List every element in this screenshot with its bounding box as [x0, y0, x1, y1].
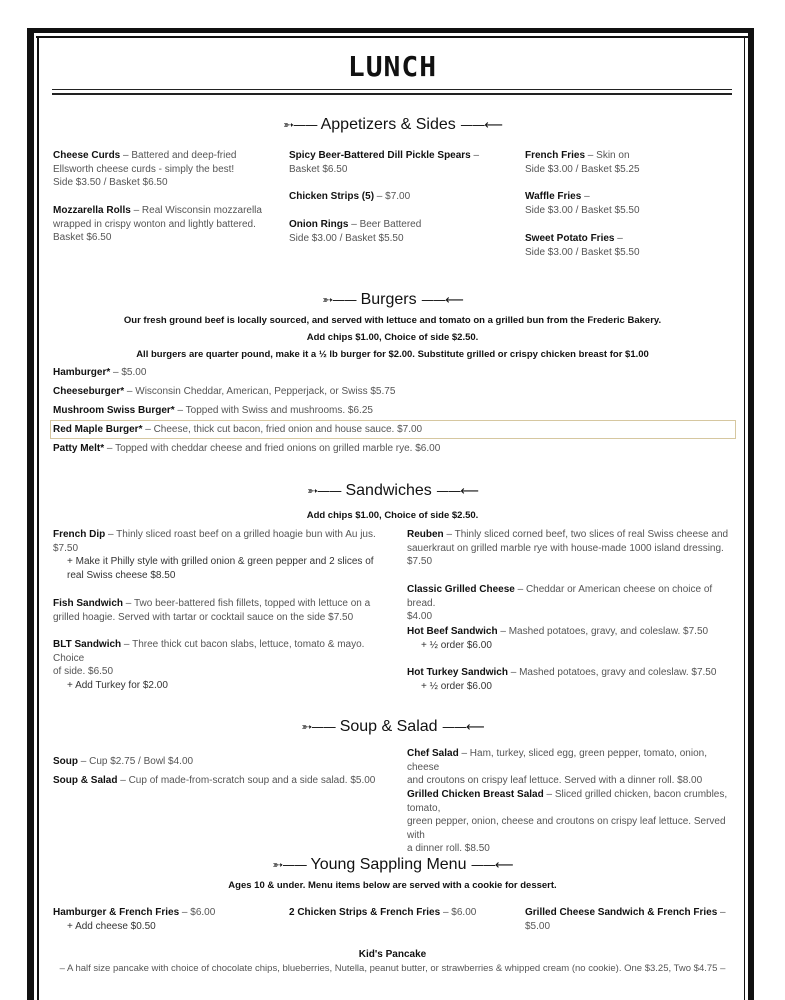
frame-border-right	[748, 30, 754, 1000]
menu-item-reuben	[407, 528, 737, 569]
item-desc-line: grilled hoagie. Served with tartar or cocktail sauce on the side $7.50	[53, 611, 354, 623]
item-name: BLT Sandwich	[53, 639, 122, 650]
item-price: – $6.00	[440, 907, 477, 918]
item-desc: – A half size pancake with choice of chocolate chips, blueberries, Nutella, peanut butter, or strawberries & whipped cream (no cookie). One $3.25, Two $4.75 –	[59, 962, 726, 974]
item-desc: – Ham, turkey, sliced egg, green pepper, tomato, onion, cheese	[407, 748, 707, 773]
menu-item-mozzarella-rolls	[53, 204, 278, 245]
item-addon: + ½ order $6.00	[421, 680, 492, 692]
item-desc-line: sauerkraut on grilled marble rye with house-made 1000 island dressing.	[407, 542, 724, 554]
item-name: Hamburger & French Fries	[53, 907, 180, 918]
frame-border-left	[27, 28, 34, 1000]
arrow-left-icon: ➳——	[322, 293, 357, 308]
title-rule-bottom	[52, 93, 732, 95]
item-name: Reuben	[407, 529, 444, 540]
section-heading-burgers	[0, 291, 785, 309]
menu-item-waffle-fries	[525, 190, 735, 217]
section-heading-soup-salad	[0, 718, 785, 736]
menu-item-pickle-spears	[289, 149, 509, 176]
arrow-left-icon: ➳——	[272, 858, 307, 873]
item-price: Side $3.00 / Basket $5.50	[525, 204, 640, 216]
item-desc: – Cheese, thick cut bacon, fried onion and house sauce. $7.00	[142, 424, 423, 435]
sandwiches-note: Add chips $1.00, Choice of side $2.50.	[306, 510, 479, 521]
burgers-note-3: All burgers are quarter pound, make it a ½ lb burger for $2.00. Substitute grilled or crispy chicken breast for $1.00	[136, 349, 649, 360]
section-title: Sandwiches	[345, 482, 432, 499]
page-title: LUNCH	[347, 50, 438, 83]
item-desc: – Mashed potatoes, gravy and coleslaw. $7.50	[507, 667, 717, 678]
arrow-left-icon: ➳——	[283, 118, 318, 133]
item-desc: – Three thick cut bacon slabs, lettuce, tomato & mayo. Choice	[53, 639, 365, 664]
arrow-right-icon: ——⟵	[470, 858, 513, 873]
item-desc-line: Ellsworth cheese curds - simply the best!	[53, 163, 235, 175]
item-name: Soup	[53, 756, 78, 767]
item-desc: – Sliced grilled chicken, bacon crumbles, tomato,	[407, 789, 728, 814]
section-title: Appetizers & Sides	[320, 116, 456, 133]
item-desc: – Thinly sliced corned beef, two slices of real Swiss cheese and	[443, 529, 729, 540]
item-desc: –	[614, 233, 623, 244]
section-heading-sandwiches	[0, 482, 785, 500]
item-name: Grilled Cheese Sandwich & French Fries	[525, 907, 718, 918]
item-name: Hot Beef Sandwich	[407, 626, 498, 637]
item-price: Side $3.00 / Basket $5.25	[525, 163, 640, 175]
item-price: Basket $6.50	[289, 163, 348, 175]
item-price: – $5.00	[110, 367, 147, 378]
section-title: Young Sappling Menu	[310, 856, 467, 873]
arrow-right-icon: ——⟵	[460, 118, 502, 133]
menu-item-hamburger	[53, 366, 733, 380]
menu-item-red-maple-burger	[53, 423, 733, 437]
item-name: Hamburger*	[53, 367, 111, 378]
item-name: Sweet Potato Fries	[525, 233, 615, 244]
item-price: – Cup $2.75 / Bowl $4.00	[78, 756, 194, 767]
item-desc: – Battered and deep-fried	[120, 150, 237, 161]
item-desc: – Two beer-battered fish fillets, topped with lettuce on a	[123, 598, 371, 609]
item-name: Onion Rings	[289, 219, 349, 230]
menu-item-chicken-strips	[289, 190, 509, 204]
menu-item-grilled-cheese	[407, 583, 737, 624]
menu-item-hot-beef	[407, 625, 737, 652]
item-name: Cheese Curds	[53, 150, 121, 161]
item-name: Cheeseburger*	[53, 386, 125, 397]
item-name: Patty Melt*	[53, 443, 105, 454]
item-name: Red Maple Burger*	[53, 424, 143, 435]
menu-item-fish-sandwich	[53, 597, 383, 624]
arrow-left-icon: ➳——	[301, 720, 336, 735]
menu-item-hot-turkey	[407, 666, 737, 693]
section-heading-young-sappling	[0, 856, 785, 874]
item-desc: –	[470, 150, 480, 161]
item-price: Basket $6.50	[53, 232, 112, 243]
item-price: $4.00	[407, 611, 433, 622]
title-rule-top	[52, 89, 732, 90]
item-name: Grilled Chicken Breast Salad	[407, 789, 544, 800]
item-price: Side $3.50 / Basket $6.50	[53, 177, 168, 188]
menu-item-kids-grilled-cheese	[525, 906, 747, 933]
item-desc: – Cup of made-from-scratch soup and a side salad. $5.00	[117, 775, 376, 786]
item-name: French Fries	[525, 150, 586, 161]
item-name: Soup & Salad	[53, 775, 118, 786]
item-desc: – Topped with Swiss and mushrooms. $6.25	[174, 405, 373, 416]
item-name: Mozzarella Rolls	[53, 205, 131, 216]
item-desc-line: green pepper, onion, cheese and croutons on crispy leaf lettuce. Served with	[407, 816, 726, 841]
item-desc: – Real Wisconsin mozzarella	[130, 205, 262, 216]
young-note: Ages 10 & under. Menu items below are served with a cookie for dessert.	[228, 880, 557, 891]
item-name: Classic Grilled Cheese	[407, 584, 515, 595]
item-price: a dinner roll. $8.50	[407, 843, 490, 854]
item-name: Waffle Fries	[525, 191, 582, 202]
menu-item-mushroom-swiss-burger	[53, 404, 733, 418]
item-addon: real Swiss cheese $8.50	[67, 569, 176, 581]
menu-item-kids-chicken-strips	[289, 906, 514, 920]
item-price: – $5.00	[525, 907, 726, 932]
menu-item-french-fries	[525, 149, 735, 176]
item-addon: + Make it Philly style with grilled onion & green pepper and 2 slices of	[67, 556, 374, 567]
frame-border-top-inner	[36, 36, 748, 38]
item-name: Spicy Beer-Battered Dill Pickle Spears	[289, 150, 471, 161]
item-name: Kid's Pancake	[358, 949, 427, 960]
item-desc: – Topped with cheddar cheese and fried onions on grilled marble rye. $6.00	[104, 443, 441, 454]
arrow-right-icon: ——⟵	[436, 484, 478, 499]
menu-item-cheese-curds	[53, 149, 273, 190]
section-heading-appetizers	[0, 116, 785, 134]
item-desc: – Thinly sliced roast beef on a grilled hoagie bun with Au jus.	[105, 529, 376, 540]
item-desc: – Skin on	[585, 150, 630, 161]
item-desc: – Beer Battered	[348, 219, 422, 230]
item-name: 2 Chicken Strips & French Fries	[289, 907, 441, 918]
item-desc: – Mashed potatoes, gravy, and coleslaw. $7.50	[497, 626, 709, 637]
menu-item-soup-and-salad	[53, 774, 383, 788]
item-name: Chef Salad	[407, 748, 459, 759]
item-name: Mushroom Swiss Burger*	[53, 405, 175, 416]
menu-item-soup	[53, 755, 383, 769]
frame-border-top	[28, 28, 754, 33]
item-addon: + ½ order $6.00	[421, 639, 492, 651]
menu-item-blt-sandwich	[53, 638, 383, 692]
item-price: – $7.00	[374, 191, 411, 202]
item-addon: + Add cheese $0.50	[67, 920, 156, 932]
menu-item-chef-salad	[407, 747, 737, 788]
item-desc-line: and croutons on crispy leaf lettuce. Served with a dinner roll. $8.00	[407, 775, 703, 786]
item-price: $7.50	[53, 542, 79, 554]
menu-item-kids-hamburger	[53, 906, 278, 933]
arrow-right-icon: ——⟵	[421, 293, 463, 308]
menu-item-sweet-potato-fries	[525, 232, 735, 259]
item-price: of side. $6.50	[53, 666, 114, 677]
burgers-note-1: Our fresh ground beef is locally sourced, and served with lettuce and tomato on a grilled bun from the Frederic Bakery.	[123, 315, 662, 326]
item-name: French Dip	[53, 529, 106, 540]
item-name: Chicken Strips (5)	[289, 191, 375, 202]
item-price: Side $3.00 / Basket $5.50	[289, 232, 404, 244]
item-desc: – Wisconsin Cheddar, American, Pepperjack, or Swiss $5.75	[124, 386, 396, 397]
menu-item-kids-pancake	[40, 948, 745, 975]
arrow-left-icon: ➳——	[307, 484, 342, 499]
arrow-right-icon: ——⟵	[442, 720, 484, 735]
menu-item-onion-rings	[289, 218, 509, 245]
item-desc: –	[581, 191, 590, 202]
menu-item-grilled-chicken-salad	[407, 788, 737, 856]
item-name: Fish Sandwich	[53, 598, 124, 609]
menu-item-french-dip	[53, 528, 383, 582]
item-price: $7.50	[407, 556, 433, 567]
item-name: Hot Turkey Sandwich	[407, 667, 508, 678]
item-desc: – Cheddar or American cheese on choice of bread.	[407, 584, 713, 609]
item-price: – $6.00	[179, 907, 216, 918]
item-price: Side $3.00 / Basket $5.50	[525, 246, 640, 258]
menu-item-patty-melt	[53, 442, 733, 456]
burgers-note-2: Add chips $1.00, Choice of side $2.50.	[306, 332, 479, 343]
menu-item-cheeseburger	[53, 385, 733, 399]
item-desc-line: wrapped in crispy wonton and lightly battered.	[53, 218, 256, 230]
item-addon: + Add Turkey for $2.00	[67, 679, 168, 691]
section-title: Burgers	[360, 291, 417, 308]
section-title: Soup & Salad	[339, 718, 438, 735]
